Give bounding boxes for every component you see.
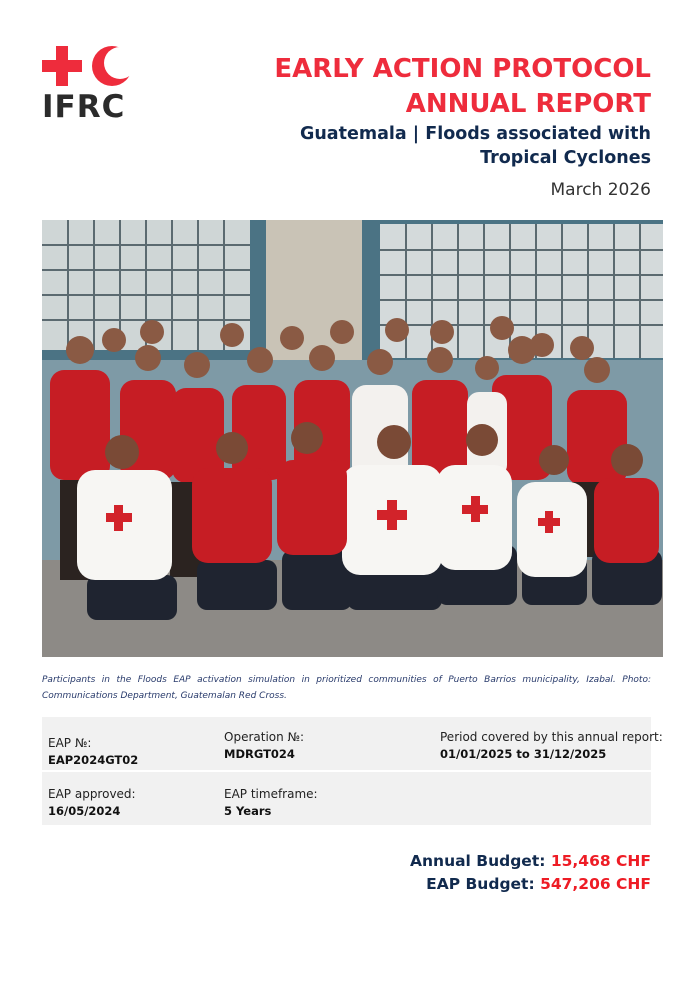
eap-timeframe-cell [218,772,434,825]
ifrc-logo [42,46,132,130]
photo-caption: Participants in the Floods EAP activation simulation in prioritized communities of Puerto Barrios municipality, Izabal. Photo: Communications Department, Guatemalan Red Cross. [42,675,651,701]
period-covered-cell [434,717,663,770]
eap-approved-label: EAP approved: [48,787,136,801]
report-subtitle-line-1: Guatemala | Floods associated with [299,124,651,144]
annual-budget-value: 15,468 CHF [550,852,651,870]
report-title-line-2: ANNUAL REPORT [405,89,651,119]
eap-budget-value: 547,206 CHF [540,875,651,893]
red-cross-crescent-icon [42,46,132,86]
logo-wordmark: IFRC [42,89,126,125]
eap-timeframe-label: EAP timeframe: [224,787,318,801]
eap-number-cell [42,717,218,770]
eap-info-table [42,717,663,827]
report-date: March 2026 [550,180,651,200]
operation-number-cell [218,717,434,770]
operation-number-label: Operation №: [224,730,305,744]
report-title-block [181,52,651,170]
eap-budget-line [410,873,651,896]
eap-number-label: EAP №: [48,736,92,750]
eap-number-value: EAP2024GT02 [48,753,139,767]
group-photo-illustration [42,220,663,657]
period-covered-value: 01/01/2025 to 31/12/2025 [440,747,607,761]
group-photo [42,220,663,657]
period-covered-label: Period covered by this annual report: [440,730,663,744]
report-title-line-1: EARLY ACTION PROTOCOL [274,54,651,84]
budget-block [410,850,651,896]
annual-budget-label: Annual Budget: [410,852,546,870]
eap-timeframe-value: 5 Years [224,804,272,818]
operation-number-value: MDRGT024 [224,747,295,761]
info-row-2 [42,772,651,825]
annual-budget-line [410,850,651,873]
eap-budget-label: EAP Budget: [426,875,535,893]
empty-cell [434,772,651,825]
eap-approved-value: 16/05/2024 [48,804,121,818]
report-subtitle-line-2: Tropical Cyclones [480,148,651,168]
eap-approved-cell [42,772,218,825]
info-row-1 [42,717,663,770]
